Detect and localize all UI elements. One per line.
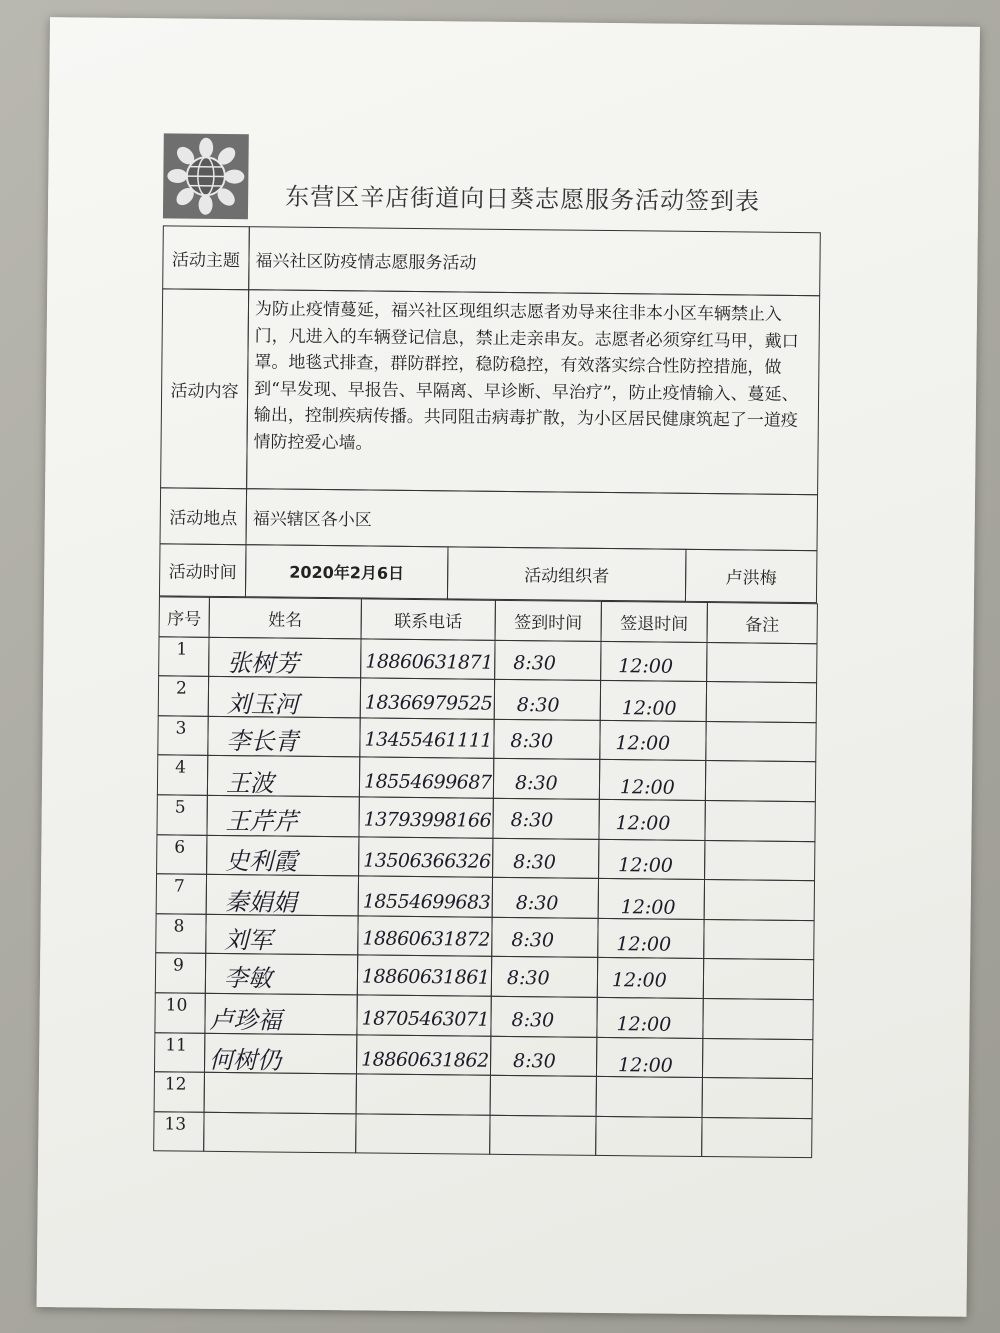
table-cell-note: [704, 800, 815, 842]
content-value: 为防止疫情蔓延，福兴社区现组织志愿者劝导来往非本小区车辆禁止入门，凡进入的车辆登记信息，禁止走亲串友。志愿者必须穿红马甲，戴口罩。地毯式排查，群防群控，稳防稳控，有效落实综合性防控措施，做到“早发现、早报告、早隔离、早诊断、早治疗”，防止疫情输入、蔓延、输出，控制疾病传播。共同阻击病毒扩散，为小区居民健康筑起了一道疫情防控爱心墙。: [246, 289, 820, 495]
table-cell-note: [705, 760, 816, 802]
table-cell-name: [204, 1072, 357, 1114]
table-cell-note: [706, 642, 817, 684]
time-label: 活动时间: [159, 543, 247, 597]
location-value: 福兴辖区各小区: [246, 488, 819, 551]
organizer-label: 活动组织者: [447, 546, 687, 601]
table-cell-note: [703, 958, 814, 1000]
signin-time: 8:30: [514, 772, 558, 795]
table-cell-out: [595, 1116, 702, 1158]
signer-name: 王波: [225, 768, 275, 798]
signer-name: 李敏: [223, 964, 273, 993]
row-number: 4: [175, 757, 187, 778]
header-out: 签退时间: [601, 601, 708, 643]
signer-name: 张树芳: [227, 648, 300, 678]
signer-name: 王芹芹: [225, 806, 298, 836]
signout-time: 12:00: [617, 1053, 673, 1077]
row-number: 5: [174, 797, 186, 818]
table-cell-note: [702, 1077, 813, 1119]
signer-name: 卢珍福: [209, 1005, 282, 1035]
signout-time: 12:00: [618, 854, 674, 877]
signer-name: 刘玉河: [226, 689, 299, 719]
signout-time: 12:00: [616, 932, 672, 956]
table-cell-note: [706, 681, 817, 723]
table-cell-name: [203, 1112, 356, 1154]
signer-phone: 18554699683: [362, 890, 491, 914]
row-number: 10: [165, 995, 188, 1016]
header-note: 备注: [707, 602, 818, 644]
row-number: 1: [176, 639, 188, 660]
signer-phone: 13793998166: [363, 807, 492, 832]
signer-name: 秦娟娟: [224, 888, 297, 917]
row-number: 11: [165, 1034, 188, 1056]
table-cell-phone: [356, 1074, 491, 1116]
signin-time: 8:30: [513, 850, 556, 874]
signin-time: 8:30: [515, 892, 559, 915]
signer-phone: 13506366326: [363, 849, 491, 873]
signer-phone: 18705463071: [361, 1007, 490, 1031]
row-number: 2: [175, 678, 187, 699]
table-cell-note: [703, 919, 814, 961]
signer-phone: 18366979525: [364, 691, 493, 715]
signout-time: 12:00: [618, 654, 674, 678]
signer-phone: 18860631862: [361, 1048, 489, 1072]
signout-time: 12:00: [611, 969, 667, 992]
signin-time: 8:30: [516, 693, 560, 717]
header-in: 签到时间: [495, 600, 602, 642]
sign-in-sheet: [37, 17, 980, 1317]
table-cell-out: [596, 1076, 703, 1118]
signer-name: 李长青: [226, 727, 299, 756]
table-cell-note: [704, 879, 815, 921]
signout-time: 12:00: [619, 775, 675, 799]
signin-time: 8:30: [511, 929, 555, 952]
row-number: 13: [164, 1114, 187, 1135]
row-number: 8: [173, 916, 185, 937]
signer-phone: 18554699687: [363, 770, 492, 794]
signer-name: 何树仍: [208, 1046, 282, 1075]
signout-time: 12:00: [620, 896, 676, 919]
header-no: 序号: [159, 596, 210, 637]
theme-value: 福兴社区防疫情志愿服务活动: [248, 226, 821, 296]
table-cell-in: [489, 1115, 596, 1157]
location-label: 活动地点: [160, 487, 248, 545]
sunflower-logo-icon: [163, 133, 249, 219]
signin-time: 8:30: [510, 809, 554, 832]
signout-time: 12:00: [615, 732, 671, 755]
signer-name: 史利霞: [225, 847, 298, 877]
table-cell-note: [705, 721, 816, 763]
signer-phone: 18860631871: [365, 650, 493, 674]
signin-time: 8:30: [511, 1009, 555, 1032]
signer-phone: 18860631872: [362, 927, 490, 952]
sheet-header: [163, 133, 864, 225]
table-cell-note: [702, 1038, 813, 1080]
row-number: 9: [172, 955, 185, 976]
signout-time: 12:00: [616, 1012, 672, 1036]
row-number: 6: [174, 837, 186, 858]
signin-time: 8:30: [506, 966, 550, 990]
row-number: 7: [173, 876, 185, 897]
signer-phone: 13455461111: [364, 728, 493, 752]
sheet-title: 东营区辛店街道向日葵志愿服务活动签到表: [285, 182, 761, 216]
signout-time: 12:00: [615, 812, 671, 835]
signin-time: 8:30: [513, 651, 557, 675]
signer-name: 刘军: [224, 926, 273, 955]
organizer-value: 卢洪梅: [685, 549, 818, 603]
header-phone: 联系电话: [361, 598, 496, 640]
table-cell-in: [490, 1075, 597, 1117]
table-cell-note: [702, 998, 813, 1040]
table-cell-note: [701, 1117, 812, 1159]
time-value: 2020年2月6日: [245, 544, 449, 599]
signin-time: 8:30: [510, 729, 554, 753]
content-label: 活动内容: [160, 288, 249, 489]
row-number: 12: [164, 1074, 187, 1095]
table-cell-note: [704, 840, 815, 882]
table-cell-phone: [355, 1113, 490, 1155]
signout-time: 12:00: [621, 697, 677, 721]
signer-phone: 18860631861: [361, 965, 490, 989]
theme-label: 活动主题: [162, 225, 250, 290]
row-number: 3: [175, 718, 187, 739]
header-name: 姓名: [209, 597, 362, 639]
signin-time: 8:30: [513, 1050, 556, 1073]
